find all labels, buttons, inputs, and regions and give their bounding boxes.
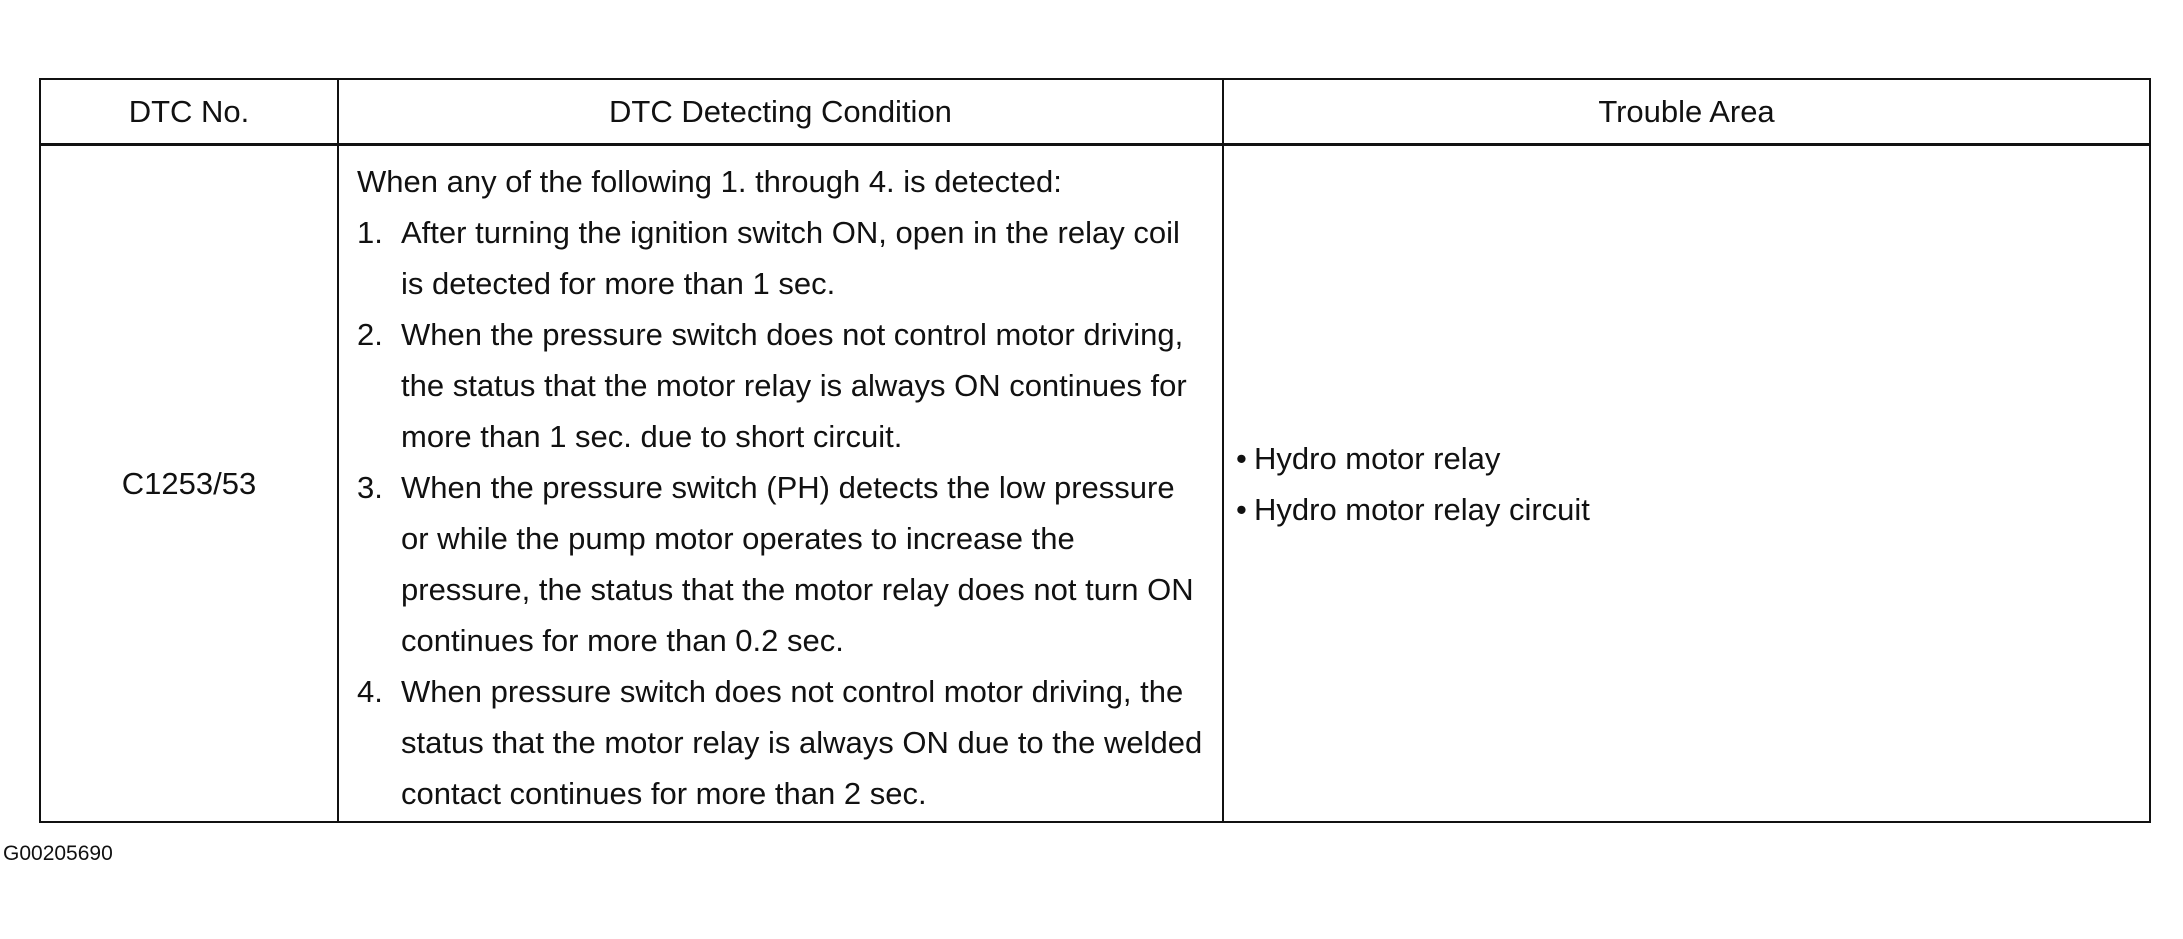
condition-number: 1.: [357, 215, 383, 250]
table-header: [40, 79, 2150, 145]
condition-number: 2.: [357, 317, 383, 352]
condition-text: When the pressure switch does not control motor driving, the status that the motor relay is always ON continues for more than 1 sec. due to short circuit.: [401, 317, 1187, 454]
trouble-area-item-2: [1236, 484, 2149, 535]
header-detecting-condition: DTC Detecting Condition: [338, 79, 1223, 145]
condition-item-2: [357, 309, 1204, 462]
dtc-table: [39, 78, 2151, 823]
table-body: [40, 145, 2150, 823]
detecting-condition-cell: [338, 145, 1223, 823]
trouble-area-text: Hydro motor relay circuit: [1254, 491, 1590, 527]
trouble-area-cell: [1223, 145, 2150, 823]
trouble-area-text: Hydro motor relay: [1254, 440, 1501, 476]
header-row: [40, 79, 2150, 145]
table-row: [40, 145, 2150, 823]
condition-text: When pressure switch does not control motor driving, the status that the motor relay is always ON due to the welded contact continues for more than 2 sec.: [401, 674, 1203, 811]
trouble-area-list: [1236, 433, 2149, 535]
header-trouble-area: Trouble Area: [1223, 79, 2150, 145]
figure-code: G00205690: [3, 842, 113, 865]
condition-item-3: [357, 462, 1204, 666]
condition-item-4: [357, 666, 1204, 819]
header-dtc-no: DTC No.: [40, 79, 338, 145]
condition-text: After turning the ignition switch ON, open in the relay coil is detected for more than 1 sec.: [401, 215, 1180, 301]
condition-intro: When any of the following 1. through 4. is detected:: [357, 164, 1062, 199]
bullet-icon: •: [1236, 491, 1247, 527]
bullet-icon: •: [1236, 440, 1247, 476]
condition-number: 3.: [357, 470, 383, 505]
condition-number: 4.: [357, 674, 383, 709]
trouble-area-item-1: [1236, 433, 2149, 484]
condition-item-1: [357, 207, 1204, 309]
dtc-number-cell: C1253/53: [40, 145, 338, 823]
condition-text: When the pressure switch (PH) detects the low pressure or while the pump motor operates to increase the pressure, the status that the motor relay does not turn ON continues for more than 0.2 sec.: [401, 470, 1194, 658]
condition-list: [357, 207, 1204, 819]
